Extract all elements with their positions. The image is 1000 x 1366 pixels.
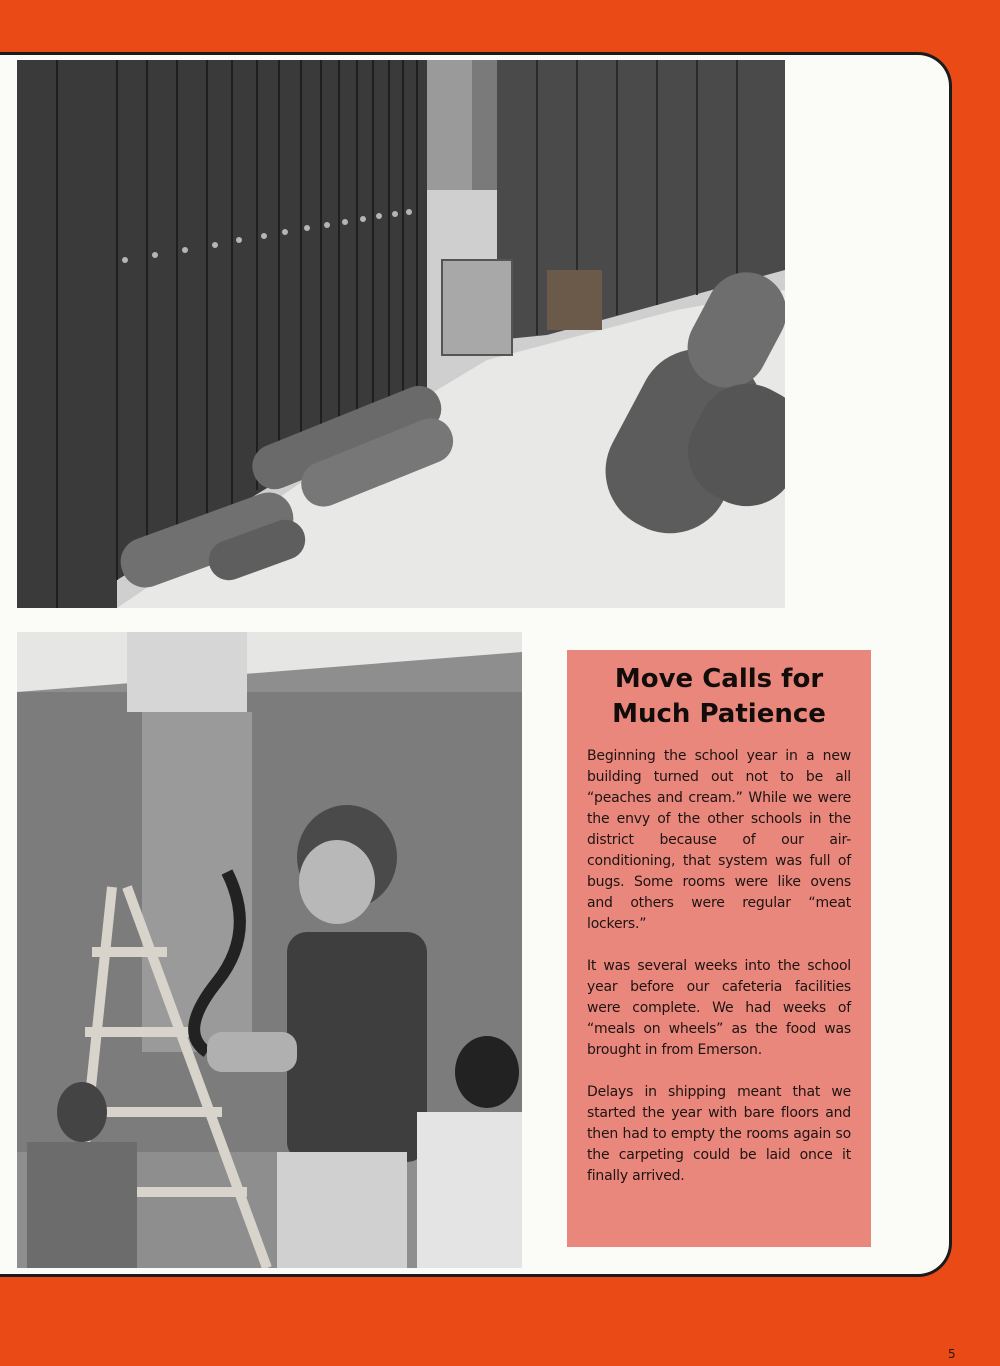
- headline-line-1: Move Calls for: [614, 664, 824, 694]
- article-paragraph: Delays in shipping meant that we started the year with bare floors and then had to empty the rooms again so the carpeting could be laid once it finally arrived.: [587, 1084, 851, 1184]
- headline-line-2: Much Patience: [612, 699, 826, 729]
- hallway-lockers-photo: [17, 60, 785, 608]
- article-headline: [587, 662, 851, 732]
- ladder-workers-photo: [17, 632, 522, 1268]
- article-box: [567, 650, 871, 1247]
- article-paragraph: Beginning the school year in a new building turned out not to be all “peaches and cream.” While we were the envy of the other schools in the district because of our air-conditioning, that system was full of bugs. Some rooms were like ovens and others were regular “meat lockers.”: [587, 748, 851, 932]
- page-number: 5: [948, 1347, 956, 1361]
- article-paragraph: It was several weeks into the school year before our cafeteria facilities were complete. We had weeks of “meals on wheels” as the food was brought in from Emerson.: [587, 958, 851, 1058]
